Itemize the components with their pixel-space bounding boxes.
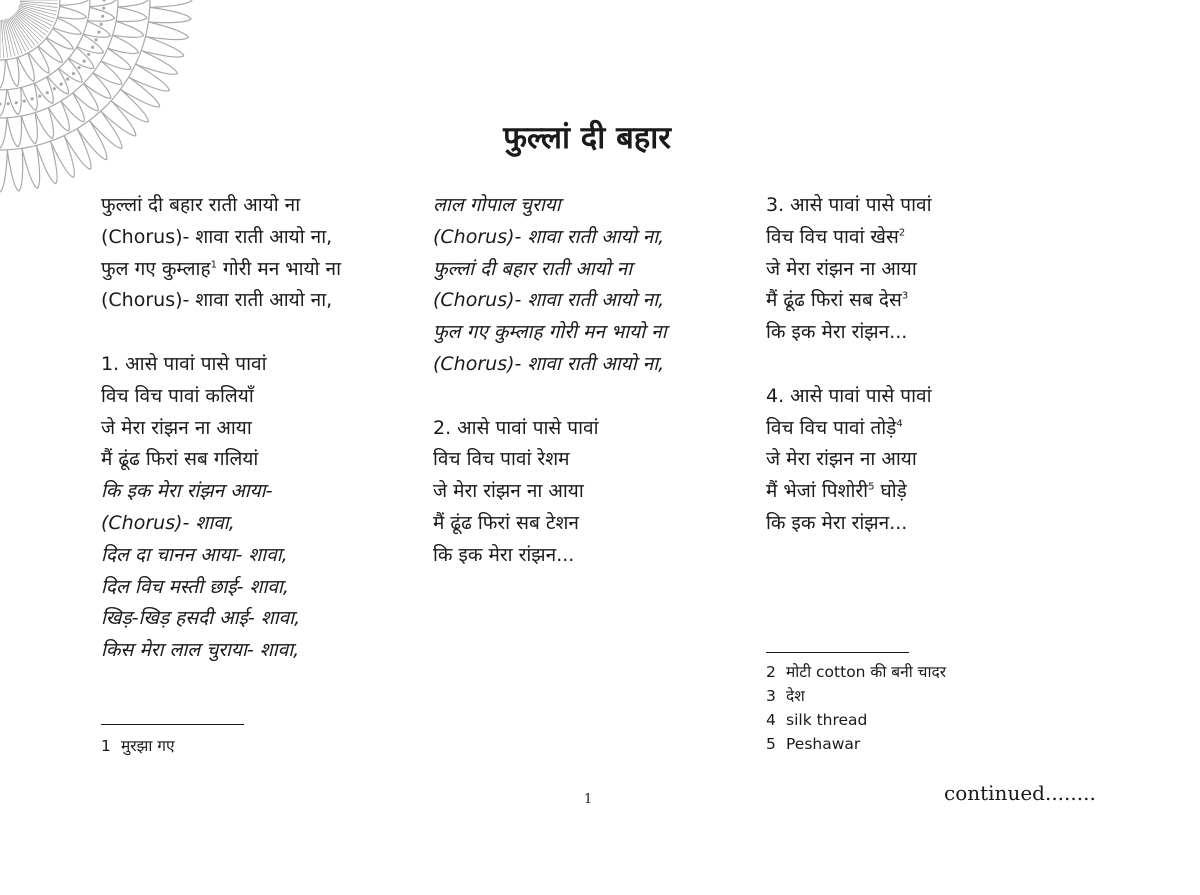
lyric-line bbox=[101, 540, 401, 572]
lyric-line bbox=[101, 285, 401, 317]
stanza-gap bbox=[766, 349, 1026, 381]
lyric-text: मैं भेजां पिशोरी bbox=[766, 480, 869, 503]
footnote-rule-right bbox=[766, 652, 909, 653]
lyric-text: 4. आसे पावां पासे पावां bbox=[766, 384, 932, 407]
footnotes-right bbox=[766, 660, 946, 756]
footnote-marker: 4 bbox=[896, 418, 903, 430]
lyric-text: (Chorus)- शावा राती आयो ना, bbox=[101, 225, 333, 248]
lyric-text: कि इक मेरा रांझन... bbox=[766, 511, 908, 534]
lyrics-column-3 bbox=[766, 190, 1026, 540]
lyric-text: विच विच पावां रेशम bbox=[433, 448, 570, 471]
lyric-line bbox=[101, 349, 401, 381]
lyric-text: फुल्लां दी बहार राती आयो ना bbox=[433, 257, 633, 280]
footnote-number: 1 bbox=[101, 737, 111, 755]
lyric-text: 3. आसे पावां पासे पावां bbox=[766, 194, 932, 216]
lyric-line bbox=[766, 444, 1026, 476]
lyric-line bbox=[101, 508, 401, 540]
lyric-line bbox=[766, 413, 1026, 445]
lyric-line bbox=[433, 317, 743, 349]
lyric-line bbox=[766, 285, 1026, 317]
lyric-text: कि इक मेरा रांझन... bbox=[766, 321, 908, 344]
footnote bbox=[101, 734, 175, 758]
footnotes-left bbox=[101, 734, 175, 758]
lyric-text: (Chorus)- शावा राती आयो ना, bbox=[433, 225, 665, 248]
lyric-text: 2. आसे पावां पासे पावां bbox=[433, 416, 599, 439]
footnote-number: 2 bbox=[766, 663, 776, 681]
stanza-gap bbox=[433, 381, 743, 413]
lyric-line bbox=[766, 381, 1026, 413]
lyric-text: मैं ढूंढ फिरां सब गलियां bbox=[101, 448, 259, 471]
lyric-line bbox=[101, 476, 401, 508]
lyrics-column-1 bbox=[101, 190, 401, 667]
lyric-line bbox=[101, 254, 401, 286]
lyric-text: विच विच पावां खेस bbox=[766, 225, 899, 248]
lyric-line bbox=[766, 254, 1026, 286]
lyric-line bbox=[433, 190, 743, 222]
lyric-text: फुल्लां दी बहार राती आयो ना bbox=[101, 194, 301, 216]
lyric-line bbox=[101, 603, 401, 635]
lyric-text: फुल गए कुम्लाह bbox=[101, 257, 211, 280]
mandala-ornament bbox=[0, 0, 195, 195]
footnote-rule-left bbox=[101, 724, 244, 725]
lyric-text: दिल दा चानन आया- शावा, bbox=[101, 543, 288, 566]
footnote-marker: 3 bbox=[901, 291, 909, 303]
continued-label: continued........ bbox=[944, 781, 1096, 805]
stanza-gap bbox=[101, 317, 401, 349]
lyric-line bbox=[101, 381, 401, 413]
footnote-marker: 5 bbox=[868, 481, 875, 493]
footnote-text: देश bbox=[786, 687, 805, 705]
lyric-text: विच विच पावां कलियाँ bbox=[101, 384, 254, 407]
lyric-text: (Chorus)- शावा राती आयो ना, bbox=[101, 289, 333, 312]
lyric-line bbox=[766, 222, 1026, 254]
lyric-text: (Chorus)- शावा, bbox=[101, 511, 235, 534]
lyric-text: खिड़-खिड़ हसदी आई- शावा, bbox=[101, 607, 301, 630]
lyric-text: जे मेरा रांझन ना आया bbox=[433, 480, 584, 503]
lyric-text: कि इक मेरा रांझन... bbox=[433, 543, 575, 566]
lyric-text: मैं ढूंढ फिरां सब टेशन bbox=[433, 511, 579, 534]
lyric-line bbox=[101, 413, 401, 445]
lyric-line bbox=[101, 222, 401, 254]
footnote-marker: 2 bbox=[898, 227, 906, 239]
footnote-text: मोटी cotton की बनी चादर bbox=[786, 663, 947, 681]
lyric-line bbox=[101, 444, 401, 476]
footnote-number: 3 bbox=[766, 687, 776, 705]
lyric-text: मैं ढूंढ फिरां सब देस bbox=[766, 289, 902, 312]
footnote-text: मुरझा गए bbox=[121, 737, 175, 755]
lyric-text: किस मेरा लाल चुराया- शावा, bbox=[101, 639, 300, 662]
lyric-text: जे मेरा रांझन ना आया bbox=[101, 416, 252, 439]
lyric-line bbox=[433, 508, 743, 540]
footnote-text: silk thread bbox=[786, 711, 868, 729]
page-number: 1 bbox=[584, 792, 593, 807]
lyric-line bbox=[766, 317, 1026, 349]
lyric-line bbox=[766, 190, 1026, 222]
footnote bbox=[766, 708, 946, 732]
footnote bbox=[766, 684, 946, 708]
footnote-text: Peshawar bbox=[786, 735, 861, 753]
lyric-line bbox=[433, 285, 743, 317]
lyric-text-after: घोड़े bbox=[874, 480, 907, 503]
lyric-line bbox=[433, 444, 743, 476]
lyric-text: विच विच पावां तोड़े bbox=[766, 416, 897, 439]
footnote-marker: 1 bbox=[210, 259, 217, 271]
lyric-text: 1. आसे पावां पासे पावां bbox=[101, 352, 267, 375]
lyric-line bbox=[766, 476, 1026, 508]
lyric-text: फुल गए कुम्लाह गोरी मन भायो ना bbox=[433, 321, 667, 344]
lyric-line bbox=[101, 190, 401, 222]
lyric-line bbox=[433, 254, 743, 286]
lyrics-column-2 bbox=[433, 190, 743, 572]
lyric-text: (Chorus)- शावा राती आयो ना, bbox=[433, 289, 665, 312]
lyric-line bbox=[101, 572, 401, 604]
lyric-text: जे मेरा रांझन ना आया bbox=[766, 448, 917, 471]
lyric-text: (Chorus)- शावा राती आयो ना, bbox=[433, 352, 665, 375]
lyric-line bbox=[766, 508, 1026, 540]
footnote bbox=[766, 732, 946, 756]
lyric-line bbox=[433, 222, 743, 254]
lyric-line bbox=[433, 349, 743, 381]
lyric-text-after: गोरी मन भायो ना bbox=[216, 257, 342, 280]
footnote bbox=[766, 660, 946, 684]
footnote-number: 5 bbox=[766, 735, 776, 753]
lyric-line bbox=[433, 540, 743, 572]
lyric-text: जे मेरा रांझन ना आया bbox=[766, 257, 917, 280]
lyric-text: दिल विच मस्ती छाई- शावा, bbox=[101, 575, 289, 598]
footnote-number: 4 bbox=[766, 711, 776, 729]
lyric-line bbox=[101, 635, 401, 667]
lyric-line bbox=[433, 476, 743, 508]
lyric-text: लाल गोपाल चुराया bbox=[433, 194, 561, 216]
page-title: फुल्लां दी बहार bbox=[503, 120, 671, 156]
lyric-line bbox=[433, 413, 743, 445]
lyric-text: कि इक मेरा रांझन आया- bbox=[101, 480, 273, 503]
